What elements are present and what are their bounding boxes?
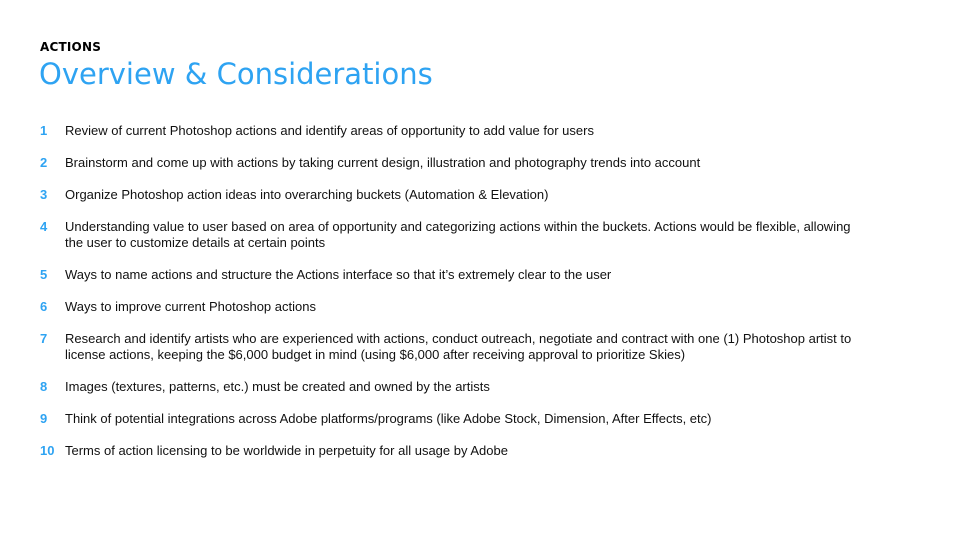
list-item-text: Organize Photoshop action ideas into overarching buckets (Automation & Elevation) [65, 187, 549, 202]
list-item-number: 8 [40, 379, 48, 394]
list-item-number: 3 [40, 187, 48, 202]
list-item-number: 2 [40, 155, 48, 170]
page-title: Overview & Considerations [39, 57, 433, 91]
list-item [40, 331, 860, 363]
list-item-number: 6 [40, 299, 48, 314]
list-item-text: Research and identify artists who are experienced with actions, conduct outreach, negotiate and contract with one (1) Photoshop artist to license actions, keeping the $6,000 budget in mind (using $6,000 after receiving approval to prioritize Skies) [65, 331, 852, 362]
list-item [40, 123, 860, 139]
list-item-number: 5 [40, 267, 48, 282]
list-item-text: Review of current Photoshop actions and identify areas of opportunity to add value for users [65, 123, 594, 138]
list-item [40, 411, 860, 427]
list-item-text: Think of potential integrations across Adobe platforms/programs (like Adobe Stock, Dimension, After Effects, etc) [65, 411, 712, 426]
list-item [40, 379, 860, 395]
list-item [40, 187, 860, 203]
list-item-number: 7 [40, 331, 48, 346]
list-item-text: Ways to improve current Photoshop actions [65, 299, 316, 314]
considerations-list [40, 123, 860, 475]
list-item-text: Understanding value to user based on area of opportunity and categorizing actions within the buckets. Actions would be flexible, allowing the user to customize details at certain points [65, 219, 851, 250]
list-item-text: Terms of action licensing to be worldwide in perpetuity for all usage by Adobe [65, 443, 508, 458]
list-item-text: Brainstorm and come up with actions by taking current design, illustration and photography trends into account [65, 155, 701, 170]
list-item [40, 299, 860, 315]
list-item [40, 155, 860, 171]
list-item-number: 10 [40, 443, 55, 458]
list-item-number: 4 [40, 219, 48, 234]
list-item-text: Ways to name actions and structure the Actions interface so that it’s extremely clear to the user [65, 267, 612, 282]
list-item-text: Images (textures, patterns, etc.) must be created and owned by the artists [65, 379, 490, 394]
list-item-number: 9 [40, 411, 48, 426]
list-item [40, 219, 860, 251]
list-item [40, 443, 860, 459]
list-item [40, 267, 860, 283]
section-eyebrow: ACTIONS [40, 40, 102, 54]
list-item-number: 1 [40, 123, 48, 138]
